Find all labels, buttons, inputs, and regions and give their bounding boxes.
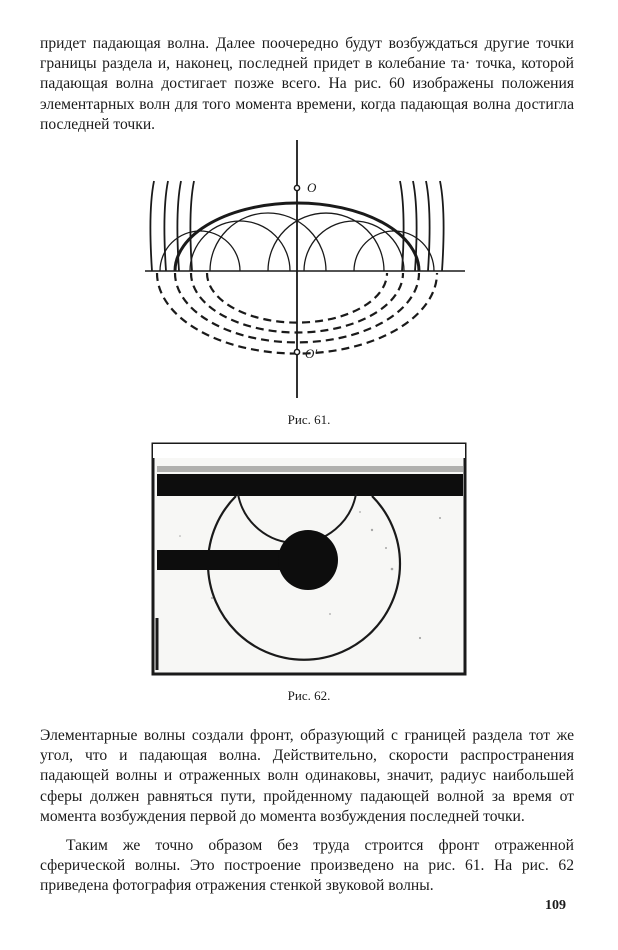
paragraph-bottom: Таким же точно образом без труда строится фронт отраженной сферической волны. Это построение произведено на рис. 61. На рис. 62 приведена фотография отражения стенкой звуковой волны. [40,837,574,895]
page-number: 109 [545,898,566,913]
paragraph-middle: Элементарные волны создали фронт, образующий с границей раздела тот же угол, что и падающая волна. Действительно, скорости распространения падающей волны и отраженных волн одинаковы, значит, радиус наибольшей сферы должен равняться пути, пройденному падающей волной за время от момента возбуждения первой до момента возбуждения последней точки. [40,727,574,825]
wave-arc-right-2 [426,181,430,271]
label-o: O [307,180,317,195]
wave-arc-left-2 [164,181,168,271]
figure-61-caption: Рис. 61. [287,412,331,427]
point-o-prime [294,349,299,354]
wavelet-5 [354,231,434,271]
wavelet-0 [160,231,240,271]
wave-arc-right-3 [440,181,444,271]
figure-62-photo [0,438,618,678]
figure-62-caption: Рис. 62. [287,688,331,703]
label-o-prime: O′ [305,346,318,361]
point-o [294,185,299,190]
paragraph-top: придет падающая волна. Далее поочередно будут возбуждаться другие точки границы раздела и, наконец, последней придет в колебание та· точка, которой падающая волна достигает позже всего. На рис. 60 изображены положения элементарных волн для того момента времени, когда падающая волна достигла последней точки. [40,35,574,133]
wave-arc-left-3 [150,181,154,271]
